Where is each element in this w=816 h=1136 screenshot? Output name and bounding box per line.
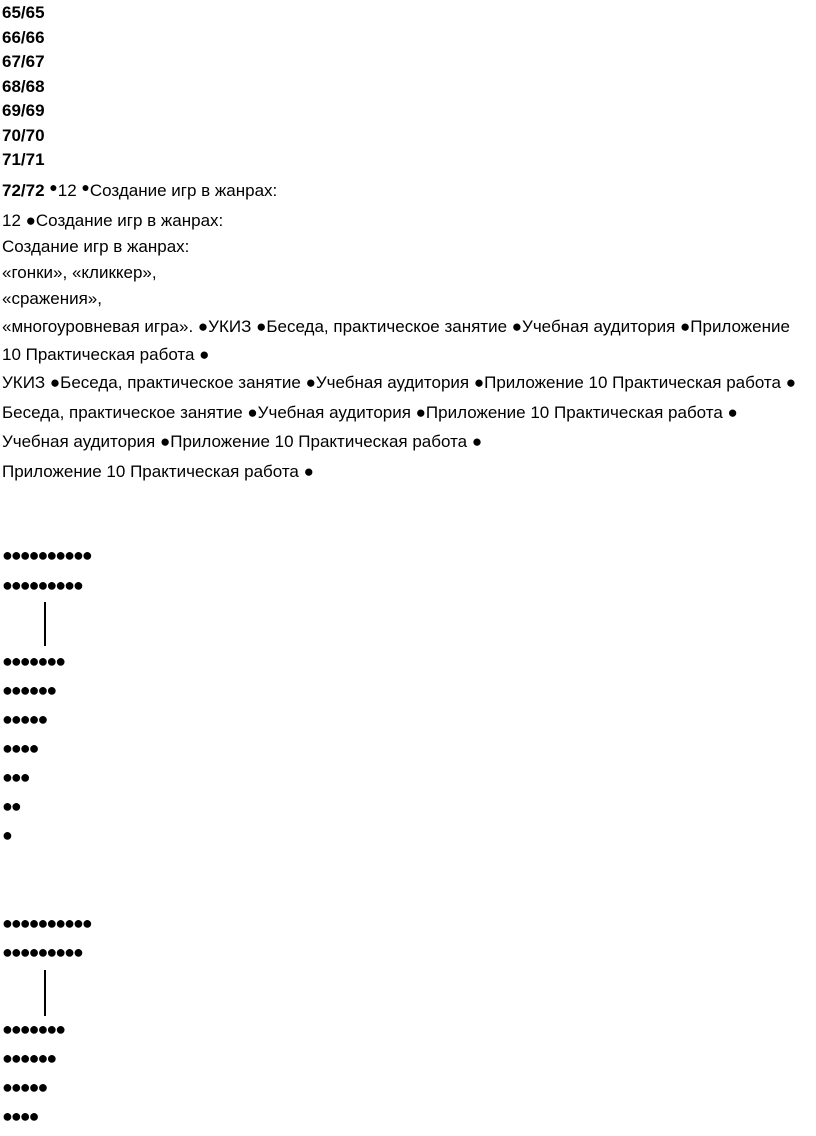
text-line: УКИЗ ●Беседа, практическое занятие ●Учебная аудитория ●Приложение 10 Практическая работа ●: [2, 373, 796, 392]
vertical-rule: [44, 970, 46, 1016]
dot-row: ●●●●●●●: [2, 651, 65, 671]
text-line: Учебная аудитория ●Приложение 10 Практическая работа ●: [2, 432, 483, 451]
vertical-rule: [44, 602, 46, 646]
text-line: Беседа, практическое занятие ●Учебная аудитория ●Приложение 10 Практическая работа ●: [2, 403, 738, 422]
dot-row: ●●●●●●●●●: [2, 942, 82, 962]
text-line: «сражения»,: [2, 289, 102, 308]
counter-65: 65/65: [2, 3, 45, 22]
dot-row: ●: [2, 825, 11, 845]
counter-71: 71/71: [2, 150, 45, 169]
counter-70: 70/70: [2, 126, 45, 145]
bullet-dot: ●: [81, 179, 90, 195]
hours-value: 12: [57, 181, 77, 200]
dot-row: ●●: [2, 796, 20, 816]
counter-69: 69/69: [2, 101, 45, 120]
topic-heading: Создание игр в жанрах:: [89, 181, 278, 200]
dot-row: ●●●●●●●●●●: [2, 545, 91, 565]
text-line: Приложение 10 Практическая работа ●: [2, 462, 314, 481]
dot-row: ●●●●●●: [2, 1048, 56, 1068]
dot-row: ●●●●●: [2, 709, 47, 729]
counter-67: 67/67: [2, 52, 45, 71]
row-72: [2, 180, 277, 204]
counter-72: 72/72: [2, 181, 45, 200]
dot-row: ●●●●: [2, 1106, 38, 1126]
dot-row: ●●●●: [2, 738, 38, 758]
counter-68: 68/68: [2, 77, 45, 96]
dot-row: ●●●●●: [2, 1077, 47, 1097]
dot-row: ●●●●●●●: [2, 1019, 65, 1039]
text-line: Создание игр в жанрах:: [2, 237, 190, 256]
bullet-dot: ●: [49, 179, 58, 195]
dot-row: ●●●●●●●●●: [2, 575, 82, 595]
text-line: 12 ●Создание игр в жанрах:: [2, 211, 224, 230]
counter-66: 66/66: [2, 28, 45, 47]
text-line: «многоуровневая игра». ●УКИЗ ●Беседа, практическое занятие ●Учебная аудитория ●Приложение: [2, 317, 790, 336]
text-line: «гонки», «кликкер»,: [2, 263, 157, 282]
text-line: 10 Практическая работа ●: [2, 345, 210, 364]
dot-row: ●●●●●●: [2, 680, 56, 700]
dot-row: ●●●●●●●●●●: [2, 913, 91, 933]
dot-row: ●●●: [2, 767, 29, 787]
